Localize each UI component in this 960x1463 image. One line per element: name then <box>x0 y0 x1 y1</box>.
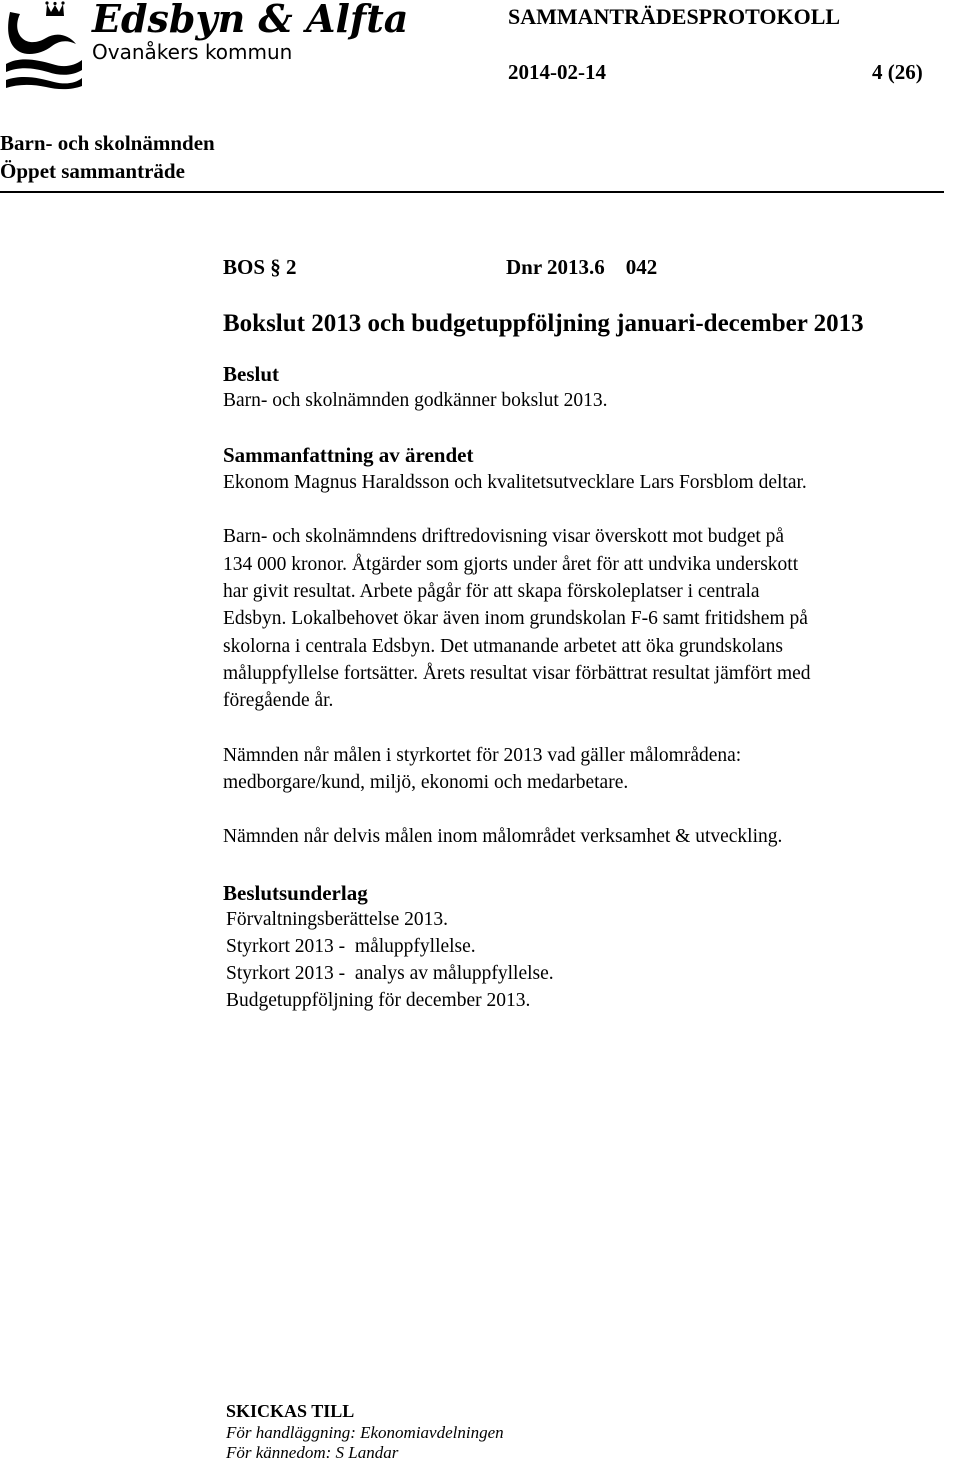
document-date: 2014-02-14 <box>508 60 606 84</box>
underlag-heading: Beslutsunderlag <box>223 881 368 905</box>
beslut-heading: Beslut <box>223 362 280 386</box>
beslut-text: Barn- och skolnämnden godkänner bokslut 2013. <box>223 390 608 411</box>
underlag-item: Budgetuppföljning för december 2013. <box>226 990 531 1011</box>
sammanfattning-intro: Ekonom Magnus Haraldsson och kvalitetsutvecklare Lars Forsblom deltar. <box>223 472 807 493</box>
swan-crown-emblem-icon <box>2 0 84 90</box>
summary-line: Edsbyn. Lokalbehovet ökar även inom grundskolan F-6 samt fritidshem på <box>223 608 808 629</box>
case-dnr: Dnr 2013.6 042 <box>506 255 658 279</box>
send-to-heading: SKICKAS TILL <box>226 1401 355 1421</box>
page-number: 4 (26) <box>872 60 923 84</box>
partial-goals-text: Nämnden når delvis målen inom målområdet verksamhet & utveckling. <box>223 826 783 847</box>
send-to-line: För handläggning: Ekonomiavdelningen <box>226 1423 504 1442</box>
summary-line: måluppfyllelse fortsätter. Årets resultat visar förbättrat resultat jämfört med <box>223 663 811 684</box>
send-to-line: För kännedom: S Landar <box>226 1443 399 1462</box>
summary-line: föregående år. <box>223 690 334 711</box>
meeting-type: Öppet sammanträde <box>0 159 185 183</box>
underlag-item: Förvaltningsberättelse 2013. <box>226 909 449 930</box>
sammanfattning-heading: Sammanfattning av ärendet <box>223 443 474 467</box>
summary-line: skolorna i centrala Edsbyn. Det utmanande arbetet att öka grundskolans <box>223 636 783 657</box>
goals-line: medborgare/kund, miljö, ekonomi och medarbetare. <box>223 772 629 793</box>
header-divider <box>0 191 944 193</box>
document-type: SAMMANTRÄDESPROTOKOLL <box>508 4 841 29</box>
case-title: Bokslut 2013 och budgetuppföljning januari-december 2013 <box>223 310 864 337</box>
summary-line: har givit resultat. Arbete pågår för att skapa förskoleplatser i centrala <box>223 581 760 602</box>
brand-name: Edsbyn & Alfta <box>92 0 409 41</box>
committee-name: Barn- och skolnämnden <box>0 131 215 155</box>
underlag-item: Styrkort 2013 - analys av måluppfyllelse. <box>226 963 554 984</box>
underlag-item: Styrkort 2013 - måluppfyllelse. <box>226 936 476 957</box>
summary-line: 134 000 kronor. Åtgärder som gjorts under året för att undvika underskott <box>223 554 799 575</box>
summary-line: Barn- och skolnämndens driftredovisning visar överskott mot budget på <box>223 526 785 547</box>
brand-subtitle: Ovanåkers kommun <box>92 40 293 64</box>
case-number: BOS § 2 <box>223 255 297 279</box>
goals-line: Nämnden når målen i styrkortet för 2013 vad gäller målområdena: <box>223 745 742 766</box>
